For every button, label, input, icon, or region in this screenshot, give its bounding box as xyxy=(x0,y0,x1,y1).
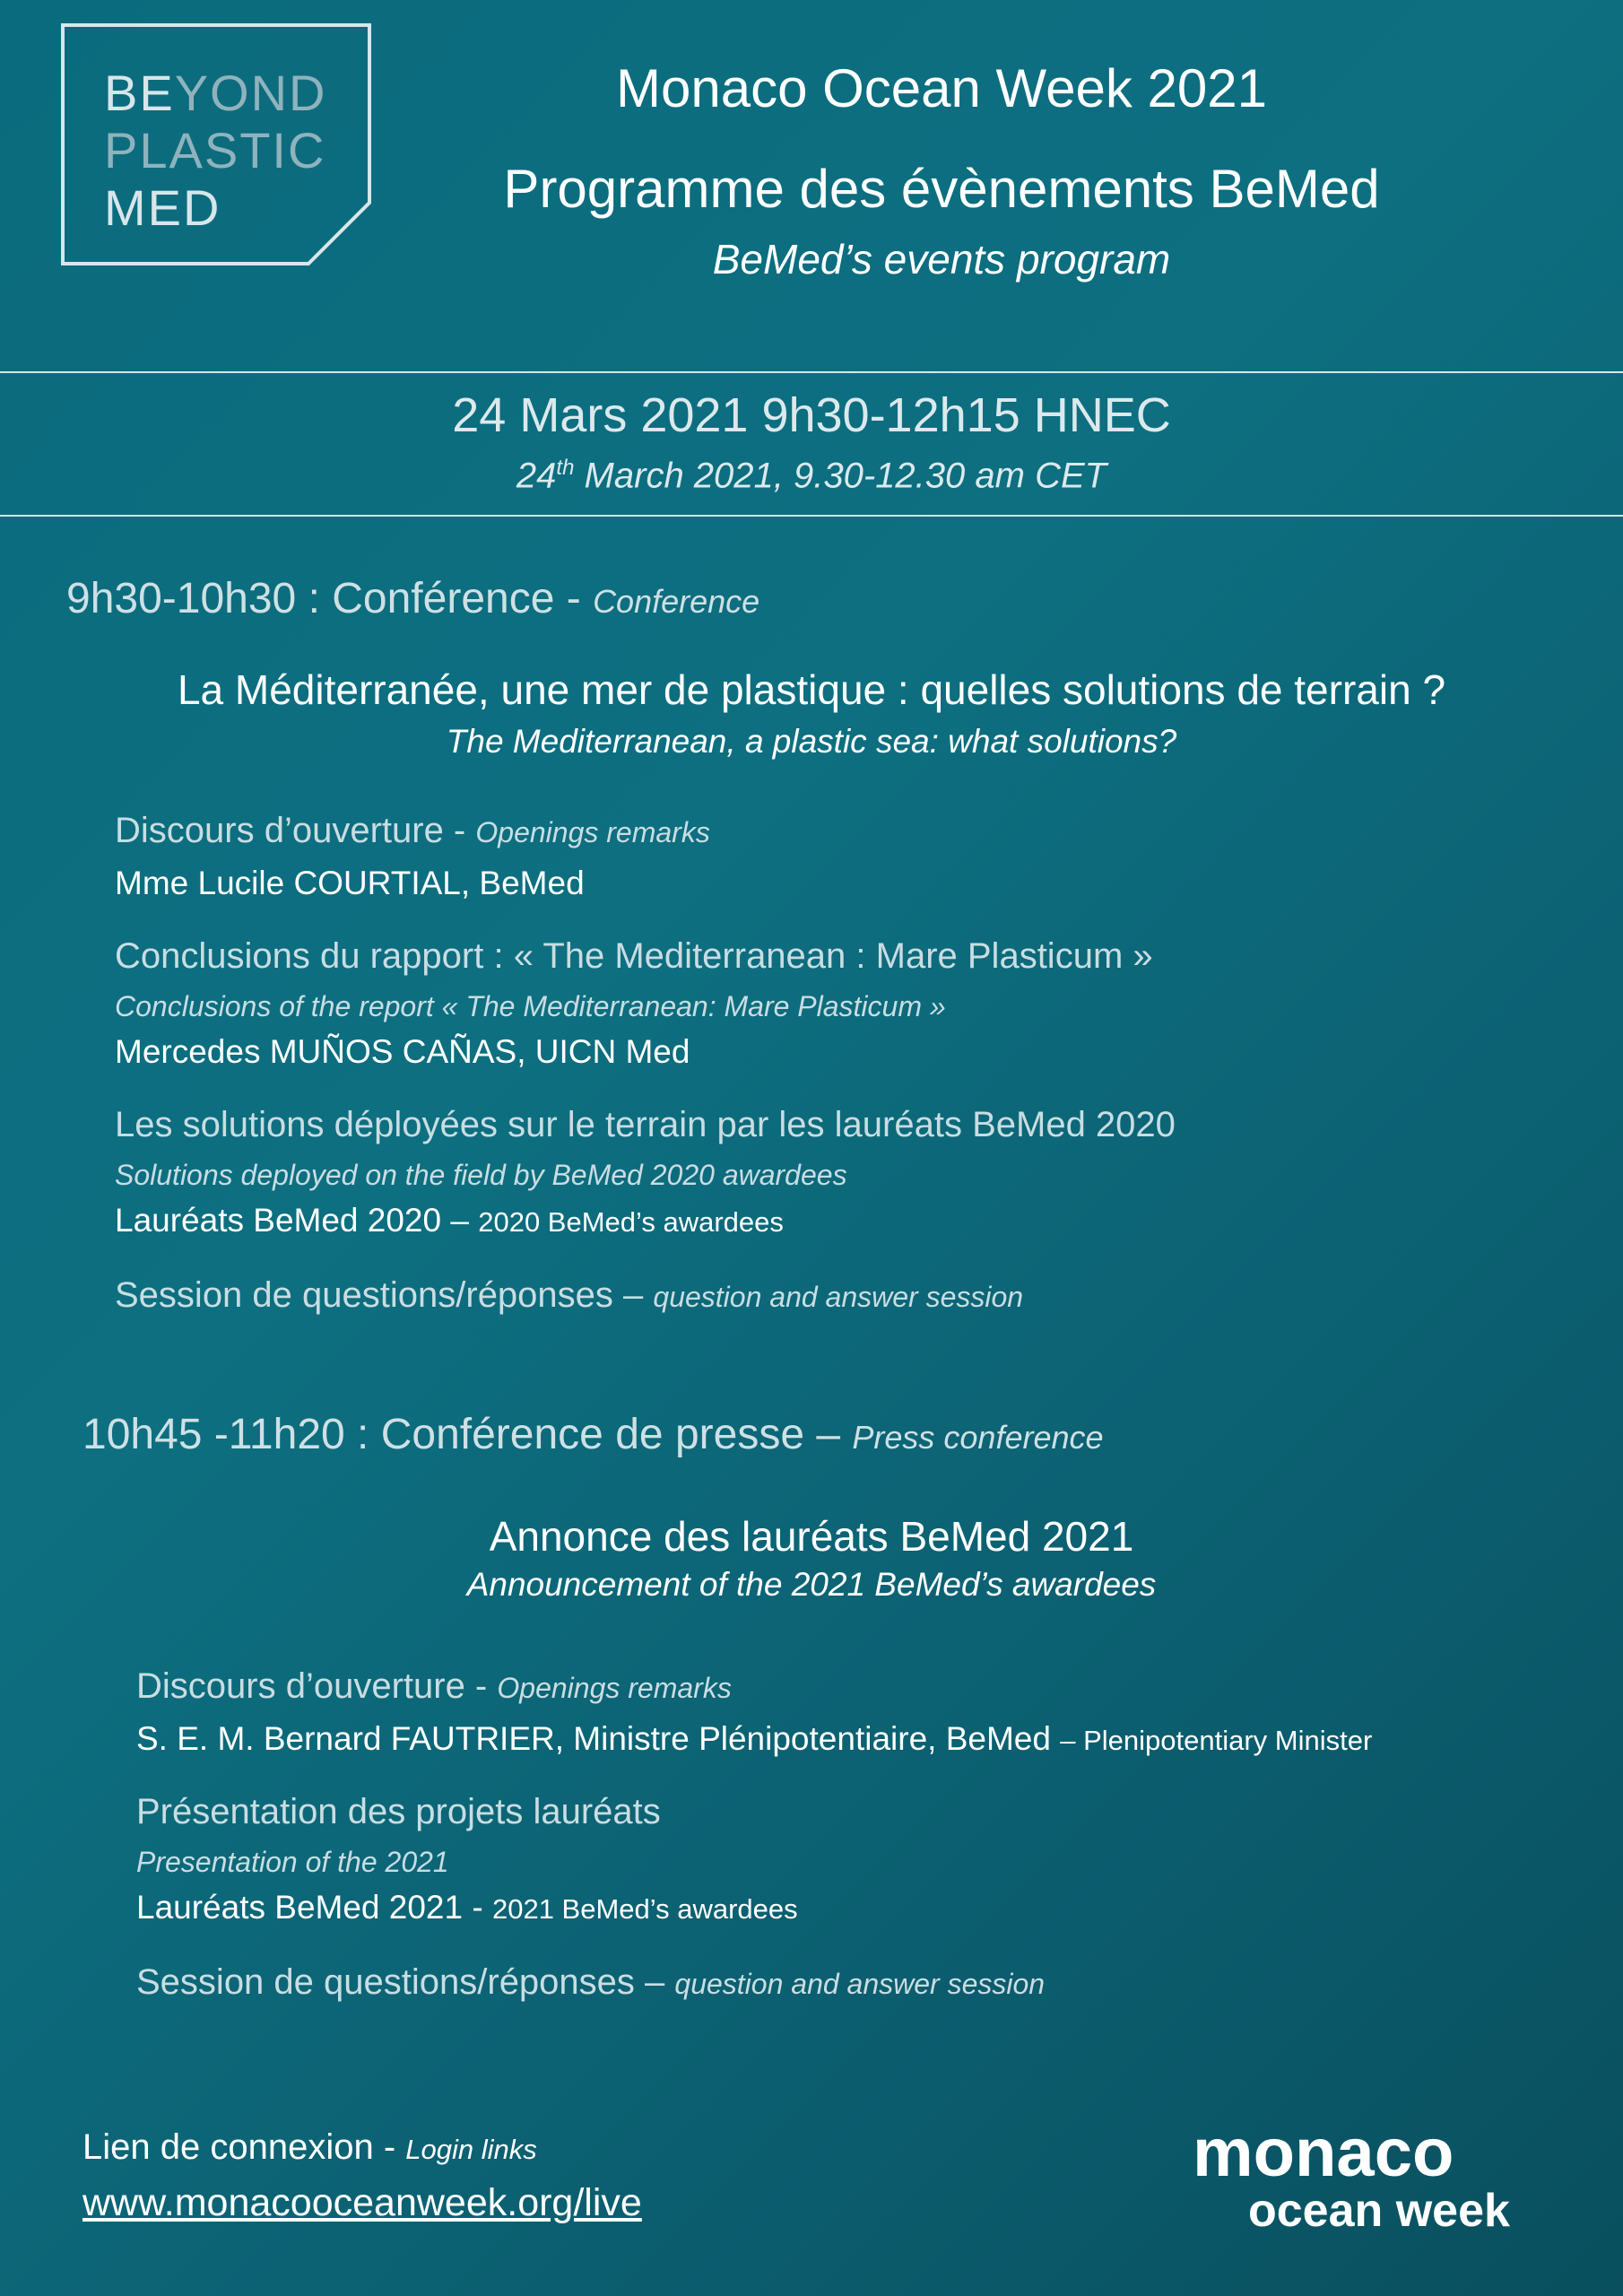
session1-item-report: Conclusions du rapport : « The Mediterranean : Mare Plasticum » xyxy=(115,936,1153,976)
speaker-name: Lauréats BeMed 2021 - xyxy=(136,1889,492,1926)
session1-item-qa xyxy=(115,1275,1023,1316)
program-title-en: BeMed’s events program xyxy=(712,236,1171,283)
login-label xyxy=(82,2127,537,2168)
session2-speaker-opening xyxy=(136,1720,1372,1758)
session1-speaker-opening: Mme Lucile COURTIAL, BeMed xyxy=(115,865,585,901)
brand-top: monaco xyxy=(1193,2120,1454,2191)
logo-line2: PLASTIC xyxy=(104,122,326,178)
session1-item-solutions-en: Solutions deployed on the field by BeMed 2020 awardees xyxy=(115,1159,847,1191)
session2-item-presentation-en: Presentation of the 2021 xyxy=(136,1846,449,1878)
speaker-name-en: 2021 BeMed’s awardees xyxy=(491,1893,798,1925)
date-en-rest: March 2021, 9.30-12.30 am CET xyxy=(574,456,1107,496)
item-label-fr: Session de questions/réponses – xyxy=(136,1962,675,2002)
session1-speaker-report: Mercedes MUÑOS CAÑAS, UICN Med xyxy=(115,1033,690,1070)
login-label-en: Login links xyxy=(405,2134,537,2165)
speaker-name-en: – Plenipotentiary Minister xyxy=(1060,1725,1373,1756)
date-en-sup: th xyxy=(556,456,575,480)
session1-headline: La Méditerranée, une mer de plastique : quelles solutions de terrain ? xyxy=(177,666,1446,713)
speaker-name: Lauréats BeMed 2020 – xyxy=(115,1202,479,1239)
session2-speaker-presentation xyxy=(136,1889,798,1926)
session2-slot-en: Press conference xyxy=(852,1419,1104,1456)
session2-item-qa xyxy=(136,1962,1045,2003)
item-label-en: question and answer session xyxy=(674,1968,1046,2000)
session1-speaker-solutions xyxy=(115,1202,784,1239)
session2-slot-fr: 10h45 -11h20 : Conférence de presse – xyxy=(82,1411,853,1458)
session1-headline-en: The Mediterranean, a plastic sea: what solutions? xyxy=(446,723,1177,760)
monaco-ocean-week-logo xyxy=(1184,2120,1542,2237)
session2-item-opening xyxy=(136,1666,732,1707)
item-label-en: question and answer session xyxy=(653,1281,1024,1313)
login-label-fr: Lien de connexion - xyxy=(82,2127,406,2167)
date-en-day: 24 xyxy=(516,456,557,496)
date-fr: 24 Mars 2021 9h30-12h15 HNEC xyxy=(452,388,1171,442)
session2-headline: Annonce des lauréats BeMed 2021 xyxy=(489,1513,1134,1560)
program-title: Programme des évènements BeMed xyxy=(503,159,1380,219)
beyond-plastic-med-logo xyxy=(61,23,371,265)
logo-line1-b: YOND xyxy=(174,65,327,121)
session1-slot xyxy=(66,574,759,623)
item-label-fr: Session de questions/réponses – xyxy=(115,1275,654,1315)
session2-headline-en: Announcement of the 2021 BeMed’s awardees xyxy=(466,1566,1157,1603)
session1-slot-fr: 9h30-10h30 : Conférence - xyxy=(66,575,594,622)
logo-text xyxy=(104,65,327,237)
item-label-en: Openings remarks xyxy=(497,1672,732,1704)
logo-line3: MED xyxy=(104,179,221,236)
session1-item-report-en: Conclusions of the report « The Mediterranean: Mare Plasticum » xyxy=(115,990,946,1022)
session1-item-solutions: Les solutions déployées sur le terrain par les lauréats BeMed 2020 xyxy=(115,1105,1176,1144)
date-en xyxy=(0,456,1623,496)
item-label-fr: Discours d’ouverture - xyxy=(115,811,476,850)
monaco-ocean-week-logo-icon xyxy=(1184,2120,1542,2237)
session1-slot-en: Conference xyxy=(593,583,760,620)
speaker-name-en: 2020 BeMed’s awardees xyxy=(478,1206,784,1238)
session1-item-opening xyxy=(115,811,710,851)
session2-item-presentation: Présentation des projets lauréats xyxy=(136,1792,661,1831)
item-label-en: Openings remarks xyxy=(475,816,710,848)
logo-line1-a: BE xyxy=(104,65,175,121)
event-title: Monaco Ocean Week 2021 xyxy=(615,58,1267,118)
live-link[interactable]: www.monacooceanweek.org/live xyxy=(82,2181,642,2224)
speaker-name: S. E. M. Bernard FAUTRIER, Ministre Plénipotentiaire, BeMed xyxy=(136,1720,1061,1757)
item-label-fr: Discours d’ouverture - xyxy=(136,1666,498,1706)
session2-slot xyxy=(82,1410,1104,1459)
brand-bottom: ocean week xyxy=(1248,2185,1510,2237)
